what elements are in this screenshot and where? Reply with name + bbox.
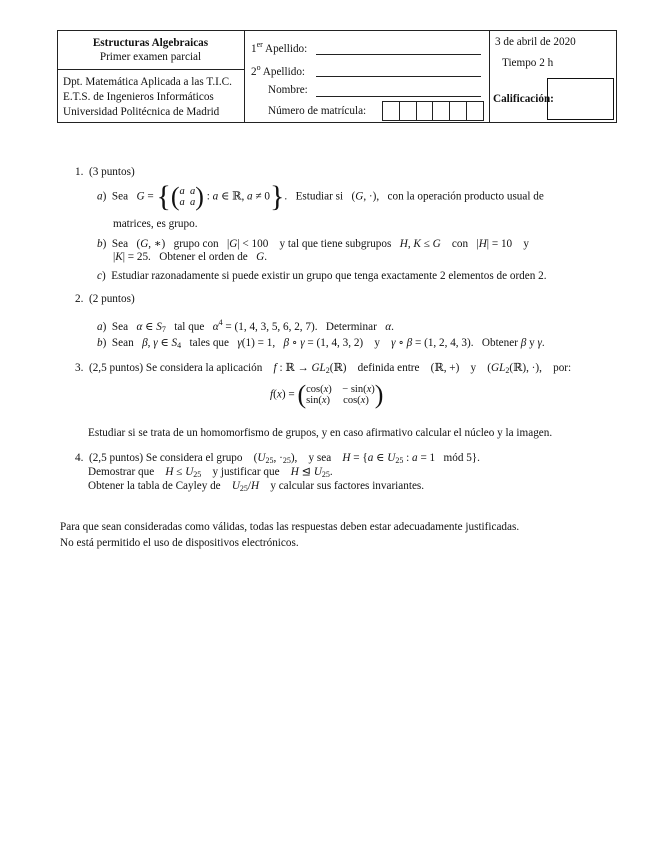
problem-3: 3. (2,5 puntos) Se considera la aplicación f : ℝ → $GL_2(ℝ)$ definida entre (ℝ, +) y ($GL_2(ℝ)$, ·), por:: [75, 362, 572, 375]
second-surname-label: 2$^o$ Apellido:: [251, 63, 306, 78]
grade-box[interactable]: [547, 78, 614, 120]
enrollment-label: Número de matrícula:: [268, 105, 367, 117]
first-surname-label: 1er Apellido:: [251, 40, 308, 55]
course-title: Estructuras Algebraicas: [92, 37, 209, 49]
exam-date: 3 de abril de 2020: [495, 36, 576, 48]
footer-note-justification: Para que sean consideradas como válidas, todas las respuestas deben estar adecuadamente justificadas.: [60, 521, 520, 533]
problem-1a-cont: matrices, es grupo.: [113, 218, 198, 230]
enrollment-boxes[interactable]: [382, 101, 484, 121]
university-line: Universidad Politécnica de Madrid: [63, 106, 220, 118]
problem-2a: a) Sea α ∈ $S_7$ tal que $\alpha^4 = (1$, 4, 3, 5, 6, 2, 7). Determinar α.: [97, 318, 394, 334]
name-label: Nombre:: [268, 84, 308, 96]
school-line: E.T.S. de Ingenieros Informáticos: [63, 91, 214, 103]
department-line: Dpt. Matemática Aplicada a las T.I.C.: [63, 76, 232, 88]
footer-note-devices: No está permitido el uso de dispositivos electrónicos.: [60, 537, 299, 549]
exam-name: Primer examen parcial: [99, 51, 202, 63]
problem-4-line3: Obtener la tabla de Cayley de $U_{25}/H$ y calcular sus factores invariantes.: [88, 480, 425, 493]
problem-2b: b) Sean β, γ ∈ $S_4$ tales que γ(1) = 1, β ∘ γ = (1, 4, 3, 2) y γ ∘ β = (1, 2, 4, 3). Obtener β y γ.: [97, 337, 545, 350]
problem-1b: b) Sea (G, ∗) grupo con |G| < 100 y tal que tiene subgrupos H, K ≤ G con |H| = 10 y: [97, 238, 529, 250]
problem-1a: a) Sea G = {(a a a a) : a ∈ ℝ, a ≠ 0}. Estudiar si (G, ·), con la operación producto usual de: [97, 180, 544, 213]
second-surname-field[interactable]: [316, 76, 481, 77]
exam-duration: Tiempo 2 h: [502, 57, 554, 69]
grade-label: Calificación:: [493, 93, 554, 105]
name-field[interactable]: [316, 96, 481, 97]
problem-4: 4. (2,5 puntos) Se considera el grupo ($U_{25}$, $\cdot_{25}$), y sea H = {a ∈ $U_{25}$ : a = 1 mód 5}.: [75, 452, 480, 465]
problem-1b-cont: |K| = 25. Obtener el orden de G.: [113, 251, 268, 263]
first-surname-field[interactable]: [316, 54, 481, 55]
problem-4-line2: Demostrar que $H \le U_{25}$ y justificar que H ⊴ $U_{25}$.: [88, 466, 333, 479]
problem-1-heading: 1. (3 puntos): [75, 166, 135, 178]
problem-3-formula: f(x) = (cos(x) − sin(x) sin(x) cos(x) ): [270, 380, 384, 409]
problem-3-cont: Estudiar si se trata de un homomorfismo de grupos, y en caso afirmativo calcular el núcleo y la imagen.: [88, 427, 553, 439]
problem-1c: c) Estudiar razonadamente si puede existir un grupo que tenga exactamente 2 elementos de orden 2.: [97, 270, 547, 282]
problem-2-heading: 2. (2 puntos): [75, 293, 135, 305]
